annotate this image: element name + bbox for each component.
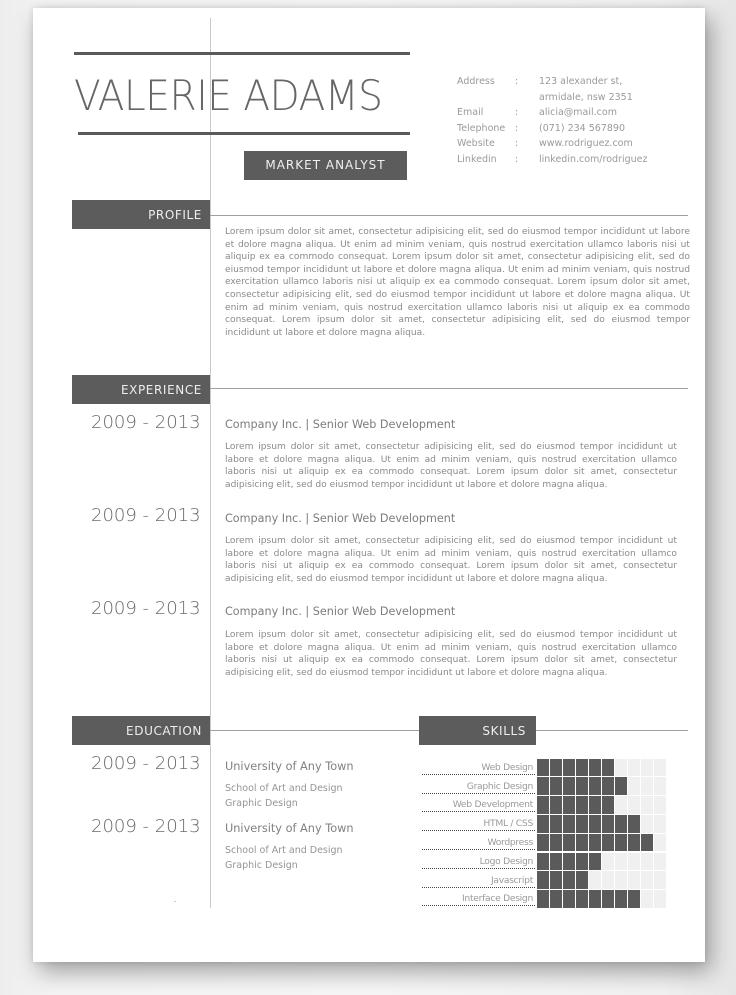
skill-level-bar	[537, 796, 666, 814]
decorative-tick	[174, 901, 176, 902]
skill-label: Wordpress	[422, 837, 537, 848]
experience-heading: EXPERIENCE	[72, 375, 210, 404]
dotted-leader	[422, 905, 535, 906]
skill-cell-filled	[589, 890, 601, 908]
skill-cell-empty	[654, 890, 666, 908]
skill-cell-filled	[615, 890, 627, 908]
skill-cell-filled	[615, 777, 627, 795]
skill-cell-filled	[576, 834, 588, 852]
skills-heading-rule	[536, 730, 688, 731]
skill-cell-filled	[550, 777, 562, 795]
skill-cell-empty	[654, 815, 666, 833]
profile-text: Lorem ipsum dolor sit amet, consectetur adipisicing elit, sed do eiusmod tempor incididunt ut labore et dolore magna aliqua. Ut enim ad minim veniam, quis nostrud exercitation ullamco laboris nisi ut aliquip ex ea commodo consequat. Lorem ipsum dolor sit amet, consectetur adipisicing elit, sed do eiusmod tempor incididunt ut labore et dolore magna aliqua. Ut enim ad minim veniam, quis nostrud exercitation ullamco laboris nisi ut aliquip ex ea commodo consequat. Lorem ipsum dolor sit amet, consectetur adipisicing elit, sed do eiusmod tempor incididunt ut labore et dolore magna aliqua. Ut enim ad minim veniam, quis nostrud exercitation ullamco laboris nisi ut aliquip ex ea commodo consequat. Lorem ipsum dolor sit amet, consectetur adipisicing elit, sed do eiusmod tempor incididunt ut labore et dolore magna aliqua.	[225, 227, 690, 338]
education-dates: 2009 - 2013	[91, 753, 201, 774]
vertical-divider	[210, 18, 211, 908]
skill-cell-empty	[589, 871, 601, 889]
skill-cell-filled	[589, 759, 601, 777]
experience-title: Company Inc. | Senior Web Development	[225, 418, 456, 431]
skill-cell-filled	[576, 890, 588, 908]
dotted-leader	[422, 868, 535, 869]
skill-cell-filled	[563, 777, 575, 795]
skill-cell-filled	[537, 871, 549, 889]
contact-sep: :	[515, 107, 519, 118]
contact-value: linkedin.com/rodriguez	[539, 153, 648, 165]
experience-heading-rule	[210, 388, 688, 389]
skill-cell-filled	[563, 815, 575, 833]
contact-label: Telephone	[457, 122, 506, 134]
skill-cell-filled	[628, 815, 640, 833]
skill-cell-filled	[537, 796, 549, 814]
education-detail	[225, 843, 343, 873]
contact-label: Address	[457, 76, 495, 87]
skill-cell-filled	[641, 834, 653, 852]
skill-cell-empty	[641, 890, 653, 908]
profile-heading: PROFILE	[72, 200, 210, 229]
skill-cell-filled	[550, 834, 562, 852]
skill-cell-filled	[576, 759, 588, 777]
education-heading-rule	[210, 730, 419, 731]
contact-sep: :	[515, 122, 519, 134]
skill-level-bar	[537, 890, 666, 908]
skill-cell-empty	[628, 759, 640, 777]
skill-level-bar	[537, 834, 666, 852]
skill-cell-filled	[550, 853, 562, 871]
contact-label	[457, 90, 515, 106]
skill-row	[422, 852, 666, 871]
skill-cell-empty	[628, 777, 640, 795]
skill-cell-filled	[602, 796, 614, 814]
skill-cell-filled	[628, 890, 640, 908]
dotted-leader	[422, 830, 535, 831]
dotted-leader	[422, 887, 535, 888]
skill-cell-empty	[641, 871, 653, 889]
skill-cell-empty	[641, 759, 653, 777]
skill-cell-empty	[602, 871, 614, 889]
skill-row	[422, 758, 666, 777]
skill-cell-filled	[550, 815, 562, 833]
skill-cell-empty	[641, 777, 653, 795]
skill-level-bar	[537, 777, 666, 795]
skill-cell-filled	[537, 777, 549, 795]
skill-cell-filled	[589, 796, 601, 814]
name-rule-top	[74, 52, 410, 55]
skill-cell-filled	[602, 815, 614, 833]
contact-value: armidale, nsw 2351	[539, 91, 633, 103]
candidate-name: VALERIE ADAMS	[74, 71, 383, 120]
experience-dates: 2009 - 2013	[91, 412, 201, 433]
education-heading: EDUCATION	[72, 716, 210, 745]
skill-cell-filled	[615, 834, 627, 852]
contact-sep	[515, 90, 539, 106]
skill-cell-filled	[563, 834, 575, 852]
contact-row-linkedin	[457, 152, 669, 168]
skill-cell-filled	[576, 777, 588, 795]
experience-description: Lorem ipsum dolor sit amet, consectetur adipisicing elit, sed do eiusmod tempor incididunt ut labore et dolore magna aliqua. Ut enim ad minim veniam, quis nostrud exercitation ullamco laboris nisi ut aliquip ex ea commodo consequat. Lorem ipsum dolor sit amet, consectetur adipisicing elit, sed do eiusmod tempor incididunt ut labore et dolore magna aliqua.	[225, 442, 677, 490]
dotted-leader	[422, 774, 535, 775]
skill-cell-filled	[602, 759, 614, 777]
contact-label: Website	[457, 138, 495, 149]
skill-level-bar	[537, 853, 666, 871]
skill-cell-filled	[537, 815, 549, 833]
education-school: University of Any Town	[225, 822, 354, 835]
skill-cell-empty	[615, 759, 627, 777]
skill-cell-filled	[563, 759, 575, 777]
experience-title: Company Inc. | Senior Web Development	[225, 605, 456, 618]
education-major: Graphic Design	[225, 860, 298, 871]
skill-cell-filled	[537, 834, 549, 852]
skill-cell-empty	[641, 815, 653, 833]
skill-row	[422, 871, 666, 890]
skill-cell-filled	[589, 853, 601, 871]
skill-row	[422, 777, 666, 796]
contact-block	[457, 74, 669, 167]
contact-row-email	[457, 105, 669, 121]
contact-label: Linkedin	[457, 153, 497, 165]
skill-cell-filled	[563, 890, 575, 908]
skill-cell-filled	[550, 890, 562, 908]
skill-label: Logo Design	[422, 856, 537, 867]
skill-row	[422, 814, 666, 833]
skill-cell-filled	[615, 815, 627, 833]
skill-cell-filled	[576, 796, 588, 814]
contact-row-telephone	[457, 121, 669, 137]
contact-value: alicia@mail.com	[539, 107, 617, 118]
contact-row-website	[457, 136, 669, 152]
skill-cell-filled	[537, 853, 549, 871]
skill-cell-filled	[550, 759, 562, 777]
experience-title: Company Inc. | Senior Web Development	[225, 512, 456, 525]
contact-sep: :	[515, 138, 519, 149]
skill-cell-filled	[537, 890, 549, 908]
profile-heading-rule	[210, 215, 688, 216]
education-major: Graphic Design	[225, 798, 298, 809]
skill-cell-filled	[602, 834, 614, 852]
skill-cell-filled	[589, 834, 601, 852]
skill-label: HTML / CSS	[422, 818, 537, 829]
skill-cell-empty	[641, 853, 653, 871]
skill-label: Web Design	[422, 762, 537, 773]
skill-cell-empty	[654, 796, 666, 814]
education-detail	[225, 781, 343, 811]
skill-cell-filled	[563, 871, 575, 889]
skills-chart	[422, 758, 666, 908]
skill-cell-filled	[589, 815, 601, 833]
skill-cell-empty	[654, 871, 666, 889]
skill-cell-filled	[550, 871, 562, 889]
skill-cell-empty	[654, 759, 666, 777]
education-school: University of Any Town	[225, 760, 354, 773]
skill-cell-empty	[654, 834, 666, 852]
skill-label: Interface Design	[422, 893, 537, 904]
skill-cell-filled	[576, 815, 588, 833]
experience-dates: 2009 - 2013	[91, 598, 201, 619]
skill-cell-filled	[563, 796, 575, 814]
skill-cell-empty	[615, 871, 627, 889]
skill-level-bar	[537, 871, 666, 889]
contact-label: Email	[457, 107, 484, 118]
contact-row-address-2	[457, 90, 669, 106]
dotted-leader	[422, 849, 535, 850]
skill-cell-filled	[628, 834, 640, 852]
experience-description: Lorem ipsum dolor sit amet, consectetur adipisicing elit, sed do eiusmod tempor incididunt ut labore et dolore magna aliqua. Ut enim ad minim veniam, quis nostrud exercitation ullamco laboris nisi ut aliquip ex ea commodo consequat. Lorem ipsum dolor sit amet, consectetur adipisicing elit, sed do eiusmod tempor incididunt ut labore et dolore magna aliqua.	[225, 630, 677, 678]
skill-cell-filled	[602, 890, 614, 908]
contact-sep: :	[515, 76, 519, 87]
education-faculty: School of Art and Design	[225, 783, 343, 794]
name-rule-bottom	[78, 132, 410, 135]
skill-cell-filled	[576, 871, 588, 889]
skill-row	[422, 833, 666, 852]
education-dates: 2009 - 2013	[91, 816, 201, 837]
skill-cell-filled	[602, 777, 614, 795]
skill-cell-empty	[615, 853, 627, 871]
resume-page	[33, 8, 705, 962]
skill-row	[422, 796, 666, 815]
skill-cell-empty	[615, 796, 627, 814]
skill-cell-filled	[563, 853, 575, 871]
skill-cell-filled	[576, 853, 588, 871]
contact-row-address	[457, 74, 669, 90]
skills-heading: SKILLS	[419, 716, 536, 745]
experience-dates: 2009 - 2013	[91, 505, 201, 526]
contact-sep: :	[515, 153, 519, 165]
skill-cell-filled	[537, 759, 549, 777]
skill-cell-empty	[628, 853, 640, 871]
skill-label: Graphic Design	[422, 781, 537, 792]
skill-level-bar	[537, 759, 666, 777]
dotted-leader	[422, 811, 535, 812]
skill-cell-empty	[654, 777, 666, 795]
skill-cell-empty	[628, 871, 640, 889]
skill-cell-empty	[641, 796, 653, 814]
skill-cell-empty	[654, 853, 666, 871]
job-title-badge: MARKET ANALYST	[244, 151, 407, 180]
skill-cell-filled	[589, 777, 601, 795]
contact-value: www.rodriguez.com	[539, 138, 633, 149]
contact-value: 123 alexander st,	[539, 76, 623, 87]
skill-level-bar	[537, 815, 666, 833]
skill-label: Javascript	[422, 875, 537, 886]
skill-cell-filled	[550, 796, 562, 814]
skill-row	[422, 890, 666, 909]
dotted-leader	[422, 793, 535, 794]
contact-value: (071) 234 567890	[539, 122, 625, 134]
skill-cell-empty	[602, 853, 614, 871]
experience-description: Lorem ipsum dolor sit amet, consectetur adipisicing elit, sed do eiusmod tempor incididunt ut labore et dolore magna aliqua. Ut enim ad minim veniam, quis nostrud exercitation ullamco laboris nisi ut aliquip ex ea commodo consequat. Lorem ipsum dolor sit amet, consectetur adipisicing elit, sed do eiusmod tempor incididunt ut labore et dolore magna aliqua.	[225, 536, 677, 584]
education-faculty: School of Art and Design	[225, 845, 343, 856]
skill-cell-empty	[628, 796, 640, 814]
skill-label: Web Development	[422, 799, 537, 810]
